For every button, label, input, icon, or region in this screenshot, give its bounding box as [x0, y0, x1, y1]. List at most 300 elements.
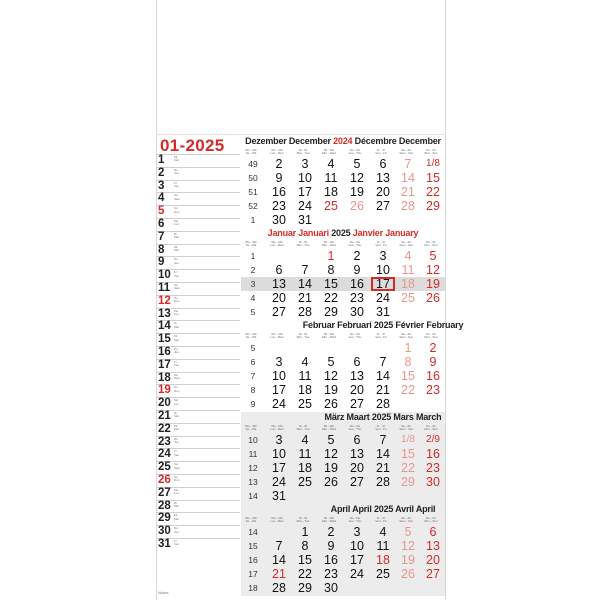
month-name-year: 2025 — [373, 320, 394, 330]
week-number: 13 — [248, 477, 258, 487]
calendar-day — [345, 581, 369, 595]
calendar-day: 10 — [298, 171, 312, 185]
calendar-day: 15 — [401, 369, 415, 383]
calendar-day: 6 — [379, 157, 387, 171]
weekday-label: Mo - Ma Lun - Mon — [270, 148, 284, 156]
weekday-label: Mo - Ma Lun - Mon — [270, 240, 284, 248]
calendar-day: 12 — [350, 171, 364, 185]
calendar-day: 29 — [324, 305, 338, 319]
weekday-label: Di - Di Mar - Tue — [296, 240, 310, 248]
calendar-day: 14 — [401, 171, 415, 185]
week-number: 12 — [248, 463, 258, 473]
calendar-day: 16 — [350, 277, 364, 291]
week-number: 50 — [248, 173, 258, 183]
calendar-day: 1 — [327, 249, 335, 263]
calendar-day: 30 — [350, 305, 364, 319]
day-row — [156, 474, 240, 487]
calendar-day: 18 — [298, 461, 312, 475]
day-number: 29 — [158, 512, 171, 525]
day-number: 22 — [158, 422, 171, 435]
calendar-day: 7 — [275, 539, 283, 553]
calendar-day: 23 — [426, 461, 440, 475]
calendar-day: 11 — [298, 369, 312, 383]
calendar-day — [421, 397, 445, 411]
calendar-day — [396, 581, 420, 595]
calendar-day: 4 — [379, 525, 387, 539]
day-weekday: So Dim — [174, 295, 180, 304]
calendar-day: 2 — [429, 341, 437, 355]
calendar-day: 2 — [275, 157, 283, 171]
calendar-day — [345, 489, 369, 503]
calendar-day: 20 — [350, 461, 364, 475]
week-number: 14 — [248, 527, 258, 537]
weekday-label: Di - Di Mar - Tue — [296, 332, 310, 340]
week-row — [241, 305, 445, 319]
month-grid — [241, 525, 445, 595]
weekday-label: Sa - Za Sam - Sat — [399, 424, 413, 432]
header-divider — [156, 134, 446, 135]
calendar-day — [267, 249, 291, 263]
day-weekday: Fr Ven — [174, 270, 180, 278]
calendar-day: 6 — [353, 433, 361, 447]
calendar-day: 7 — [301, 263, 309, 277]
calendar-day: 5 — [327, 355, 335, 369]
calendar-day — [319, 213, 343, 227]
calendar-day — [421, 489, 445, 503]
calendar-day: 11 — [324, 171, 338, 185]
calendar-day: 21 — [376, 383, 390, 397]
day-number: 21 — [158, 409, 171, 422]
day-list — [156, 136, 240, 600]
calendar-day: 17 — [298, 185, 312, 199]
calendar-day: 27 — [272, 305, 286, 319]
calendar-day: 7 — [404, 157, 412, 171]
weekday-label: Di - Di Mar - Tue — [296, 516, 310, 524]
day-weekday: Sa Sam — [174, 193, 181, 201]
calendar-day: 30 — [324, 581, 338, 595]
week-row — [241, 263, 445, 277]
calendar-day: 7 — [379, 433, 387, 447]
calendar-day: 20 — [272, 291, 286, 305]
weekday-label: Mi - Wo Mer - Wed — [322, 240, 336, 248]
calendar-day: 31 — [272, 489, 286, 503]
weekday-label: Do - Do Jeu - Thu — [348, 332, 362, 340]
calendar-day: 30 — [426, 475, 440, 489]
calendar-day: 24 — [350, 567, 364, 581]
calendar-day: 21 — [272, 567, 286, 581]
calendar-day: 16 — [426, 369, 440, 383]
day-row — [156, 461, 240, 474]
calendar-day: 6 — [353, 355, 361, 369]
calendar-day: 9 — [353, 263, 361, 277]
day-row — [156, 231, 240, 244]
day-number: 6 — [158, 217, 165, 230]
month-name-name_de: Januar — [267, 228, 296, 238]
month-name-name_nl: December — [288, 136, 331, 146]
day-number: 4 — [158, 192, 165, 205]
calendar-day: 31 — [298, 213, 312, 227]
week-number: 7 — [250, 371, 256, 381]
week-number: 3 — [250, 279, 256, 289]
calendar-day: 28 — [376, 475, 390, 489]
day-weekday: So Dim — [174, 474, 180, 483]
weekday-label: Sa - Za Sam - Sat — [399, 332, 413, 340]
day-number: 20 — [158, 397, 171, 410]
month-name-name_en: March — [415, 412, 442, 422]
week-row — [241, 539, 445, 553]
calendar-day — [421, 305, 445, 319]
month-name-name_fr: Avril — [395, 504, 414, 514]
calendar-day: 24 — [376, 291, 390, 305]
calendar-day: 11 — [298, 447, 312, 461]
day-number: 30 — [158, 525, 171, 538]
calendar-day — [421, 213, 445, 227]
calendar-day: 19 — [401, 553, 415, 567]
day-weekday: Mo Lun — [174, 398, 180, 406]
calendar-day: 26 — [350, 199, 364, 213]
calendar-day: 15 — [426, 171, 440, 185]
weekday-label: So - Zo Dim - Sun — [424, 148, 438, 156]
calendar-day — [371, 213, 395, 227]
day-number: 14 — [158, 320, 171, 333]
calendar-day: 5 — [327, 433, 335, 447]
calendar-day: 5 — [429, 249, 437, 263]
day-weekday: Mi Mer — [174, 334, 180, 342]
calendar-day: 26 — [324, 397, 338, 411]
calendar-day: 27 — [426, 567, 440, 581]
calendar-day: 15 — [401, 447, 415, 461]
weekday-label: Fr - Vr Ven - Fri — [375, 240, 387, 248]
weekday-label: Sa - Za Sam - Sat — [399, 240, 413, 248]
weekday-label: Do - Do Jeu - Thu — [348, 516, 362, 524]
calendar-day: 24 — [272, 397, 286, 411]
calendar-day: 18 — [401, 277, 415, 291]
month-name-name_en: December — [398, 136, 441, 146]
calendar-day: 28 — [298, 305, 312, 319]
calendar-day: 18 — [324, 185, 338, 199]
day-number: 19 — [158, 384, 171, 397]
day-row — [156, 512, 240, 525]
day-number: 26 — [158, 473, 171, 486]
day-weekday: Mi Mer — [174, 513, 180, 521]
day-weekday: So Dim — [174, 385, 180, 393]
calendar-day: 21 — [298, 291, 312, 305]
week-row — [241, 447, 445, 461]
day-number: 8 — [158, 243, 165, 256]
calendar-day — [319, 489, 343, 503]
day-weekday: Do Jeu — [174, 257, 179, 265]
calendar-day: 13 — [426, 539, 440, 553]
day-row — [156, 244, 240, 257]
day-number: 15 — [158, 333, 171, 346]
day-weekday: So Dim — [174, 206, 180, 214]
week-number: 15 — [248, 541, 258, 551]
weekday-label: Fr - Vr Ven - Fri — [375, 332, 387, 340]
month-name-name_nl: Maart — [346, 412, 370, 422]
day-number: 27 — [158, 486, 171, 499]
calendar-day: 21 — [401, 185, 415, 199]
weekday-label: Sa - Za Sam - Sat — [399, 516, 413, 524]
calendar-day: 13 — [272, 277, 286, 291]
day-row — [156, 436, 240, 449]
day-number: 7 — [158, 230, 165, 243]
calendar-day: 13 — [376, 171, 390, 185]
week-row — [241, 341, 445, 355]
day-row — [156, 308, 240, 321]
calendar-day: 6 — [429, 525, 437, 539]
calendar-day: 17 — [272, 383, 286, 397]
calendar-day: 21 — [376, 461, 390, 475]
calendar-day: 14 — [376, 369, 390, 383]
day-weekday: Mo Lun — [174, 487, 180, 496]
calendar-day: 2 — [353, 249, 361, 263]
month-block — [241, 320, 464, 412]
calendar-day: 5 — [353, 157, 361, 171]
week-row — [241, 249, 445, 263]
calendar-day: 10 — [272, 447, 286, 461]
calendar-day: 1 — [301, 525, 309, 539]
weekday-label: Wo - Wk Se - Wk — [245, 332, 257, 340]
week-row — [241, 475, 445, 489]
week-number: 52 — [248, 201, 258, 211]
week-row — [241, 581, 445, 595]
day-weekday: Mi Mer — [174, 244, 180, 252]
day-number: 10 — [158, 269, 171, 282]
month-name-name_fr: Janvier — [352, 228, 383, 238]
calendar-day: 3 — [379, 249, 387, 263]
calendar-day: 4 — [404, 249, 412, 263]
day-row — [156, 320, 240, 333]
calendar-day: 18 — [298, 383, 312, 397]
day-number: 9 — [158, 256, 165, 269]
weekday-header — [241, 149, 445, 157]
day-number: 28 — [158, 499, 171, 512]
calendar-day — [396, 397, 420, 411]
calendar-day — [267, 341, 291, 355]
weekday-label: Mi - Wo Mer - Wed — [322, 424, 336, 432]
calendar-day: 18 — [376, 553, 390, 567]
weekday-label: Fr - Vr Ven - Fri — [375, 516, 387, 524]
calendar-day: 10 — [350, 539, 364, 553]
month-heading — [241, 412, 485, 424]
weekday-label: Mo - Ma Lun - Mon — [270, 332, 284, 340]
calendar-day — [371, 341, 395, 355]
week-number: 14 — [248, 491, 258, 501]
day-row — [156, 154, 240, 167]
weekday-header — [241, 333, 445, 341]
calendar-day — [267, 525, 291, 539]
week-row — [241, 489, 445, 503]
calendar-day: 15 — [324, 277, 338, 291]
calendar-day — [371, 581, 395, 595]
calendar-day: 6 — [275, 263, 283, 277]
calendar-day: 29 — [401, 475, 415, 489]
weekday-label: Wo - Wk Se - Wk — [245, 148, 257, 156]
month-name-name_nl: April — [352, 504, 372, 514]
calendar-day: 23 — [272, 199, 286, 213]
calendar-day: 14 — [298, 277, 312, 291]
month-title: 01-2025 — [160, 136, 225, 155]
day-row — [156, 269, 240, 282]
calendar-day: 3 — [275, 355, 283, 369]
weekday-header — [241, 241, 445, 249]
calendar-day — [345, 213, 369, 227]
weekday-label: Wo - Wk Se - Wk — [245, 240, 257, 248]
calendar-day: 10 — [376, 263, 390, 277]
weekday-label: So - Zo Dim - Sun — [424, 240, 438, 248]
day-number: 5 — [158, 205, 165, 218]
notes-label: Notes — [158, 590, 169, 595]
calendar-day: 30 — [272, 213, 286, 227]
week-number: 18 — [248, 583, 258, 593]
weekday-label: Do - Do Jeu - Thu — [348, 424, 362, 432]
month-grid — [241, 341, 445, 411]
day-table — [156, 154, 240, 551]
calendar-day: 23 — [426, 383, 440, 397]
day-number: 16 — [158, 345, 171, 358]
month-name-name_de: Februar — [302, 320, 335, 330]
day-weekday: Sa Sam — [174, 462, 181, 470]
day-row — [156, 218, 240, 231]
week-number: 8 — [250, 385, 256, 395]
day-weekday: Sa Sam — [174, 282, 181, 291]
calendar-day: 17 — [376, 277, 390, 291]
week-row — [241, 433, 445, 447]
week-number: 5 — [250, 343, 256, 353]
weekday-label: So - Zo Dim - Sun — [424, 424, 438, 432]
weekday-label: Wo - Wk Se - Wk — [245, 424, 257, 432]
calendar-day: 17 — [272, 461, 286, 475]
weekday-label: Di - Di Mar - Tue — [296, 424, 310, 432]
month-name-year: 2024 — [333, 136, 353, 146]
calendar-day: 25 — [298, 475, 312, 489]
day-weekday: Di Mar — [174, 410, 180, 419]
calendar-day: 11 — [401, 263, 415, 277]
weekday-label: Mo - Ma Lun - Mon — [270, 424, 284, 432]
calendar-day: 3 — [301, 157, 309, 171]
weekday-label: Sa - Za Sam - Sat — [399, 148, 413, 156]
calendar-day: 16 — [426, 447, 440, 461]
month-block — [241, 228, 445, 320]
week-row — [241, 157, 445, 171]
week-row — [241, 277, 445, 291]
weekday-label: Do - Do Jeu - Thu — [348, 148, 362, 156]
week-number: 17 — [248, 569, 258, 579]
calendar-day — [293, 341, 317, 355]
month-block — [241, 504, 445, 596]
week-row — [241, 213, 445, 227]
day-row — [156, 525, 240, 538]
calendar-day: 24 — [298, 199, 312, 213]
week-number: 5 — [250, 307, 256, 317]
day-number: 25 — [158, 461, 171, 474]
month-block — [241, 136, 445, 228]
calendar-day — [345, 341, 369, 355]
day-row — [156, 167, 240, 180]
calendar-day — [421, 581, 445, 595]
calendar-day: 27 — [350, 475, 364, 489]
calendar-day: 4 — [301, 433, 309, 447]
calendar-day: 12 — [401, 539, 415, 553]
calendar-day: 16 — [272, 185, 286, 199]
calendar-day: 20 — [426, 553, 440, 567]
day-number: 12 — [158, 294, 171, 307]
day-number: 31 — [158, 537, 171, 550]
weekday-label: Mi - Wo Mer - Wed — [322, 148, 336, 156]
day-weekday: Di Mar — [174, 500, 180, 508]
weekday-label: Mi - Wo Mer - Wed — [322, 516, 336, 524]
day-row — [156, 410, 240, 423]
calendar-day — [396, 305, 420, 319]
day-weekday: Fr Ven — [174, 538, 180, 547]
calendar-day: 3 — [353, 525, 361, 539]
day-row — [156, 423, 240, 436]
day-number: 23 — [158, 435, 171, 448]
calendar-day — [371, 489, 395, 503]
day-weekday: Sa Sam — [174, 372, 181, 380]
day-row — [156, 538, 240, 551]
day-number: 11 — [158, 281, 171, 294]
calendar-day: 25 — [324, 199, 338, 213]
calendar-day: 15 — [298, 553, 312, 567]
month-heading — [241, 136, 445, 148]
day-weekday: Do Jeu — [174, 346, 179, 355]
calendar-day: 2/9 — [426, 434, 440, 445]
calendar-day: 1 — [404, 341, 412, 355]
month-name-name_fr: Mars — [393, 412, 414, 422]
week-row — [241, 369, 445, 383]
week-row — [241, 525, 445, 539]
week-number: 1 — [250, 251, 256, 261]
week-number: 6 — [250, 357, 256, 367]
calendar-day: 19 — [324, 461, 338, 475]
calendar-day: 26 — [401, 567, 415, 581]
month-block — [241, 412, 445, 504]
week-number: 1 — [250, 215, 256, 225]
week-row — [241, 291, 445, 305]
day-weekday: Fr Ven — [174, 180, 180, 188]
month-name-name_en: January — [385, 228, 419, 238]
calendar-day — [396, 213, 420, 227]
calendar-day: 24 — [272, 475, 286, 489]
day-weekday: Di Mar — [174, 231, 180, 240]
day-row — [156, 359, 240, 372]
month-grid — [241, 433, 445, 503]
day-weekday: Fr Ven — [174, 449, 180, 457]
day-weekday: Do Jeu — [174, 436, 179, 444]
month-name-name_nl: Februari — [337, 320, 372, 330]
calendar-day: 25 — [376, 567, 390, 581]
month-name-name_fr: Février — [395, 320, 425, 330]
calendar-day: 26 — [324, 475, 338, 489]
calendar-day: 27 — [376, 199, 390, 213]
calendar-day: 29 — [298, 581, 312, 595]
calendar-day: 20 — [376, 185, 390, 199]
week-number: 4 — [250, 293, 256, 303]
calendar-day: 23 — [324, 567, 338, 581]
calendar-day: 8 — [327, 263, 335, 277]
calendar-day — [396, 489, 420, 503]
calendar-day: 14 — [376, 447, 390, 461]
month-grid — [241, 157, 445, 227]
month-heading — [241, 228, 445, 240]
calendar-day: 8 — [404, 355, 412, 369]
day-weekday: Fr Ven — [174, 359, 180, 368]
calendar-day: 28 — [272, 581, 286, 595]
calendar-day: 29 — [426, 199, 440, 213]
week-number: 2 — [250, 265, 256, 275]
month-name-year: 2025 — [331, 228, 351, 238]
